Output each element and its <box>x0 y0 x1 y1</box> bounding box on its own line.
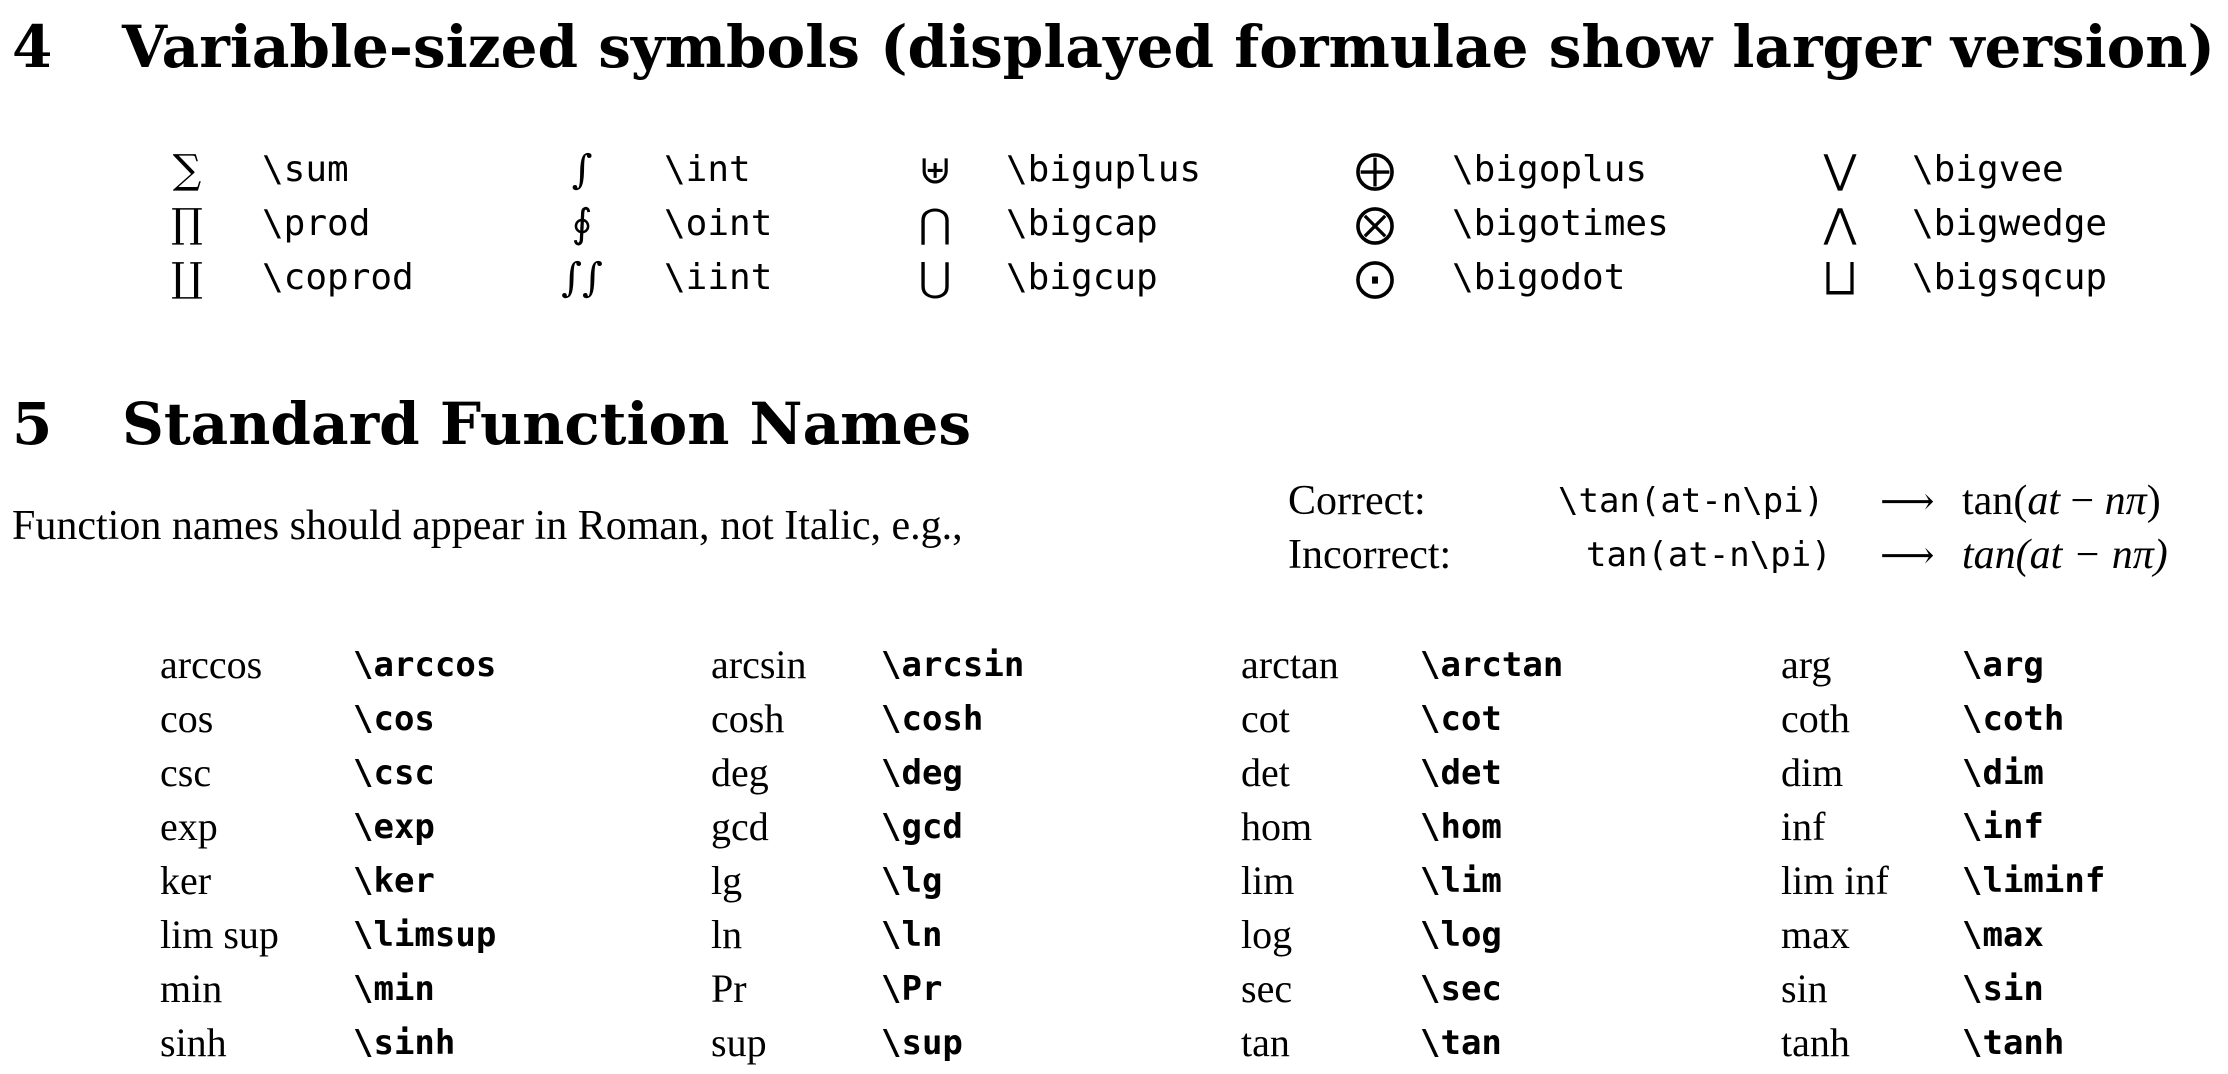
bigcap-symbol: ⋂ <box>918 201 952 247</box>
result-function-name: tan <box>1962 532 2016 578</box>
function-name: dim <box>1781 750 1844 795</box>
function-name: lim <box>1241 858 1295 903</box>
function-command: \arcsin <box>881 645 1025 685</box>
function-name: Pr <box>711 966 747 1011</box>
bigwedge-symbol: ⋀ <box>1823 201 1857 247</box>
result-variable-a: at <box>2029 532 2063 578</box>
function-name: tan <box>1241 1020 1290 1065</box>
symbol-command: \iint <box>664 257 773 298</box>
function-command: \tanh <box>1962 1023 2065 1063</box>
function-command: \log <box>1420 915 1502 955</box>
result-close-paren: ) <box>2146 478 2161 524</box>
function-command: \max <box>1962 915 2044 955</box>
function-name: arg <box>1781 642 1832 687</box>
function-name: lim inf <box>1781 858 1889 903</box>
function-command: \cot <box>1420 699 1502 739</box>
result-variable-b: nπ <box>2111 532 2154 578</box>
function-name: sup <box>711 1020 767 1065</box>
prod-symbol: ∏ <box>171 201 203 247</box>
function-command: \inf <box>1962 807 2044 847</box>
oint-symbol: ∮ <box>571 201 593 247</box>
function-command: \lim <box>1420 861 1502 901</box>
function-command: \sup <box>881 1023 963 1063</box>
function-name: sinh <box>160 1020 227 1065</box>
symbol-command: \int <box>664 149 751 190</box>
function-command: \lg <box>881 861 943 901</box>
bigoplus-symbol: ⨁ <box>1355 147 1395 193</box>
section-5-title: Standard Function Names <box>122 390 972 458</box>
function-command: \csc <box>353 753 435 793</box>
result-variable-a: at <box>2027 478 2060 524</box>
correct-result <box>1962 474 2161 528</box>
bigodot-symbol: ⨀ <box>1355 255 1395 301</box>
function-command: \cosh <box>881 699 984 739</box>
function-name: sec <box>1241 966 1293 1011</box>
function-command: \ker <box>353 861 435 901</box>
function-name: csc <box>160 750 212 795</box>
int-symbol: ∫ <box>571 147 593 193</box>
function-name: hom <box>1241 804 1313 849</box>
function-name: lg <box>711 858 743 903</box>
symbol-command: \bigsqcup <box>1912 257 2108 298</box>
symbol-command: \bigoplus <box>1452 149 1648 190</box>
function-name: deg <box>711 750 769 795</box>
result-open-paren: ( <box>2013 478 2028 524</box>
section-4-title: Variable-sized symbols (displayed formulae show larger version) <box>122 13 2215 81</box>
function-name: gcd <box>711 804 769 849</box>
function-name: log <box>1241 912 1293 957</box>
iint-symbol: ∫∫ <box>561 255 603 301</box>
bigvee-symbol: ⋁ <box>1823 147 1857 193</box>
function-name: tanh <box>1781 1020 1850 1065</box>
function-command: \limsup <box>353 915 497 955</box>
function-command: \cos <box>353 699 435 739</box>
sum-symbol: ∑ <box>172 147 202 193</box>
function-command: \arccos <box>353 645 497 685</box>
function-name: sin <box>1781 966 1828 1011</box>
function-name: coth <box>1781 696 1850 741</box>
function-command: \deg <box>881 753 963 793</box>
symbol-command: \bigvee <box>1912 149 2064 190</box>
section-4-number: 4 <box>12 13 53 81</box>
correct-code: \tan(at-n\pi) <box>1558 481 1825 521</box>
symbol-command: \coprod <box>262 257 414 298</box>
incorrect-result <box>1962 528 2168 582</box>
function-command: \tan <box>1420 1023 1502 1063</box>
function-name: cos <box>160 696 214 741</box>
function-name: cot <box>1241 696 1290 741</box>
function-command: \det <box>1420 753 1502 793</box>
function-name: ln <box>711 912 743 957</box>
coprod-symbol: ∐ <box>171 255 203 301</box>
long-right-arrow-icon: ⟶ <box>1880 479 1935 523</box>
result-open-paren: ( <box>2015 532 2030 578</box>
function-name: inf <box>1781 804 1826 849</box>
function-name: arcsin <box>711 642 807 687</box>
bigsqcup-symbol: ⨆ <box>1824 255 1856 301</box>
function-command: \coth <box>1962 699 2065 739</box>
function-name: max <box>1781 912 1850 957</box>
function-command: \dim <box>1962 753 2044 793</box>
bigotimes-symbol: ⨂ <box>1355 201 1395 247</box>
incorrect-label: Incorrect: <box>1288 532 1452 578</box>
long-right-arrow-icon: ⟶ <box>1880 533 1935 577</box>
function-name: exp <box>160 804 218 849</box>
symbol-command: \bigwedge <box>1912 203 2108 244</box>
incorrect-code: tan(at-n\pi) <box>1586 535 1832 575</box>
symbol-command: \bigcup <box>1006 257 1158 298</box>
function-name: min <box>160 966 223 1011</box>
symbol-command: \oint <box>664 203 773 244</box>
function-command: \exp <box>353 807 435 847</box>
function-command: \liminf <box>1962 861 2106 901</box>
section-4-heading <box>12 13 2215 81</box>
function-command: \gcd <box>881 807 963 847</box>
section-5-heading <box>12 390 972 458</box>
symbol-command: \bigotimes <box>1452 203 1669 244</box>
function-command: \sec <box>1420 969 1502 1009</box>
function-name: det <box>1241 750 1290 795</box>
biguplus-symbol: ⊎ <box>918 147 952 193</box>
symbol-command: \biguplus <box>1006 149 1202 190</box>
bigcup-symbol: ⋃ <box>918 255 952 301</box>
function-command: \ln <box>881 915 943 955</box>
result-variable-b: nπ <box>2104 478 2147 524</box>
function-name: lim sup <box>160 912 279 957</box>
function-command: \sin <box>1962 969 2044 1009</box>
function-command: \arctan <box>1420 645 1564 685</box>
result-function-name: tan <box>1962 478 2014 524</box>
intro-paragraph: Function names should appear in Roman, not Italic, e.g., <box>12 503 963 549</box>
symbol-command: \sum <box>262 149 349 190</box>
result-minus: − <box>2062 532 2112 578</box>
function-command: \Pr <box>881 969 943 1009</box>
function-name: cosh <box>711 696 785 741</box>
function-command: \hom <box>1420 807 1502 847</box>
function-command: \min <box>353 969 435 1009</box>
result-minus: − <box>2059 478 2105 524</box>
symbol-command: \bigcap <box>1006 203 1158 244</box>
function-command: \sinh <box>353 1023 456 1063</box>
result-close-paren: ) <box>2153 532 2168 578</box>
function-name: ker <box>160 858 212 903</box>
function-name: arctan <box>1241 642 1339 687</box>
symbol-command: \prod <box>262 203 371 244</box>
function-command: \arg <box>1962 645 2044 685</box>
section-5-number: 5 <box>12 390 53 458</box>
symbol-command: \bigodot <box>1452 257 1626 298</box>
function-name: arccos <box>160 642 263 687</box>
correct-label: Correct: <box>1288 478 1426 524</box>
